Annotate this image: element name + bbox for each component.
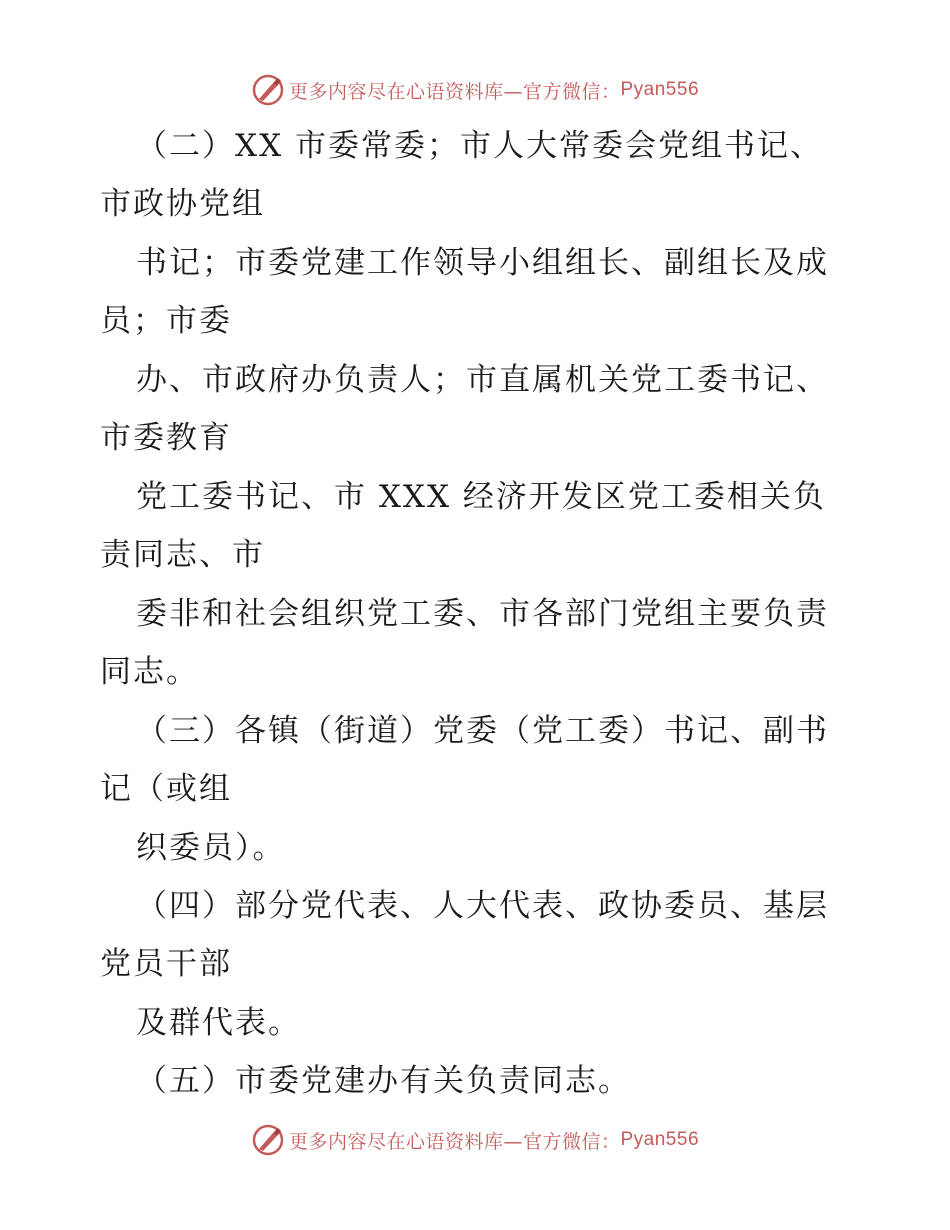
doc-line: 及群代表。 <box>136 1005 301 1041</box>
doc-line: （五）市委党建办有关负责同志。 <box>136 1063 631 1099</box>
header-banner-text: 更多内容尽在心语资料库—官方微信： <box>288 80 621 103</box>
doc-line: 办、市政府办负责人；市直属机关党工委书记、 <box>136 362 829 398</box>
doc-line: 同志。 <box>100 654 199 690</box>
doc-line: （二）XX 市委常委；市人大常委会党组书记、 <box>136 128 823 164</box>
doc-line: （三）各镇（街道）党委（党工委）书记、副书 <box>136 713 829 749</box>
doc-line: （四）部分党代表、人大代表、政协委员、基层 <box>136 888 829 924</box>
doc-line: 党员干部 <box>100 946 232 982</box>
footer-banner-id: Pyan556 <box>620 1129 700 1150</box>
doc-line: 市委教育 <box>100 420 232 456</box>
doc-line: 市政协党组 <box>100 186 265 222</box>
doc-line: 委非和社会组织党工委、市各部门党组主要负责 <box>136 596 829 632</box>
pen-logo-icon <box>251 1123 285 1157</box>
doc-line: 员；市委 <box>100 303 232 339</box>
footer-banner-text: 更多内容尽在心语资料库—官方微信： <box>288 1130 621 1153</box>
doc-line: 记（或组 <box>100 771 232 807</box>
doc-line: 责同志、市 <box>100 537 265 573</box>
footer-banner <box>0 1120 950 1160</box>
doc-line: 党工委书记、市 XXX 经济开发区党工委相关负 <box>136 479 826 515</box>
header-banner-id: Pyan556 <box>620 79 700 100</box>
pen-logo-icon <box>251 73 285 107</box>
doc-line: 书记；市委党建工作领导小组组长、副组长及成 <box>136 245 829 281</box>
header-banner <box>0 70 950 110</box>
doc-line: 织委员）。 <box>136 830 286 866</box>
